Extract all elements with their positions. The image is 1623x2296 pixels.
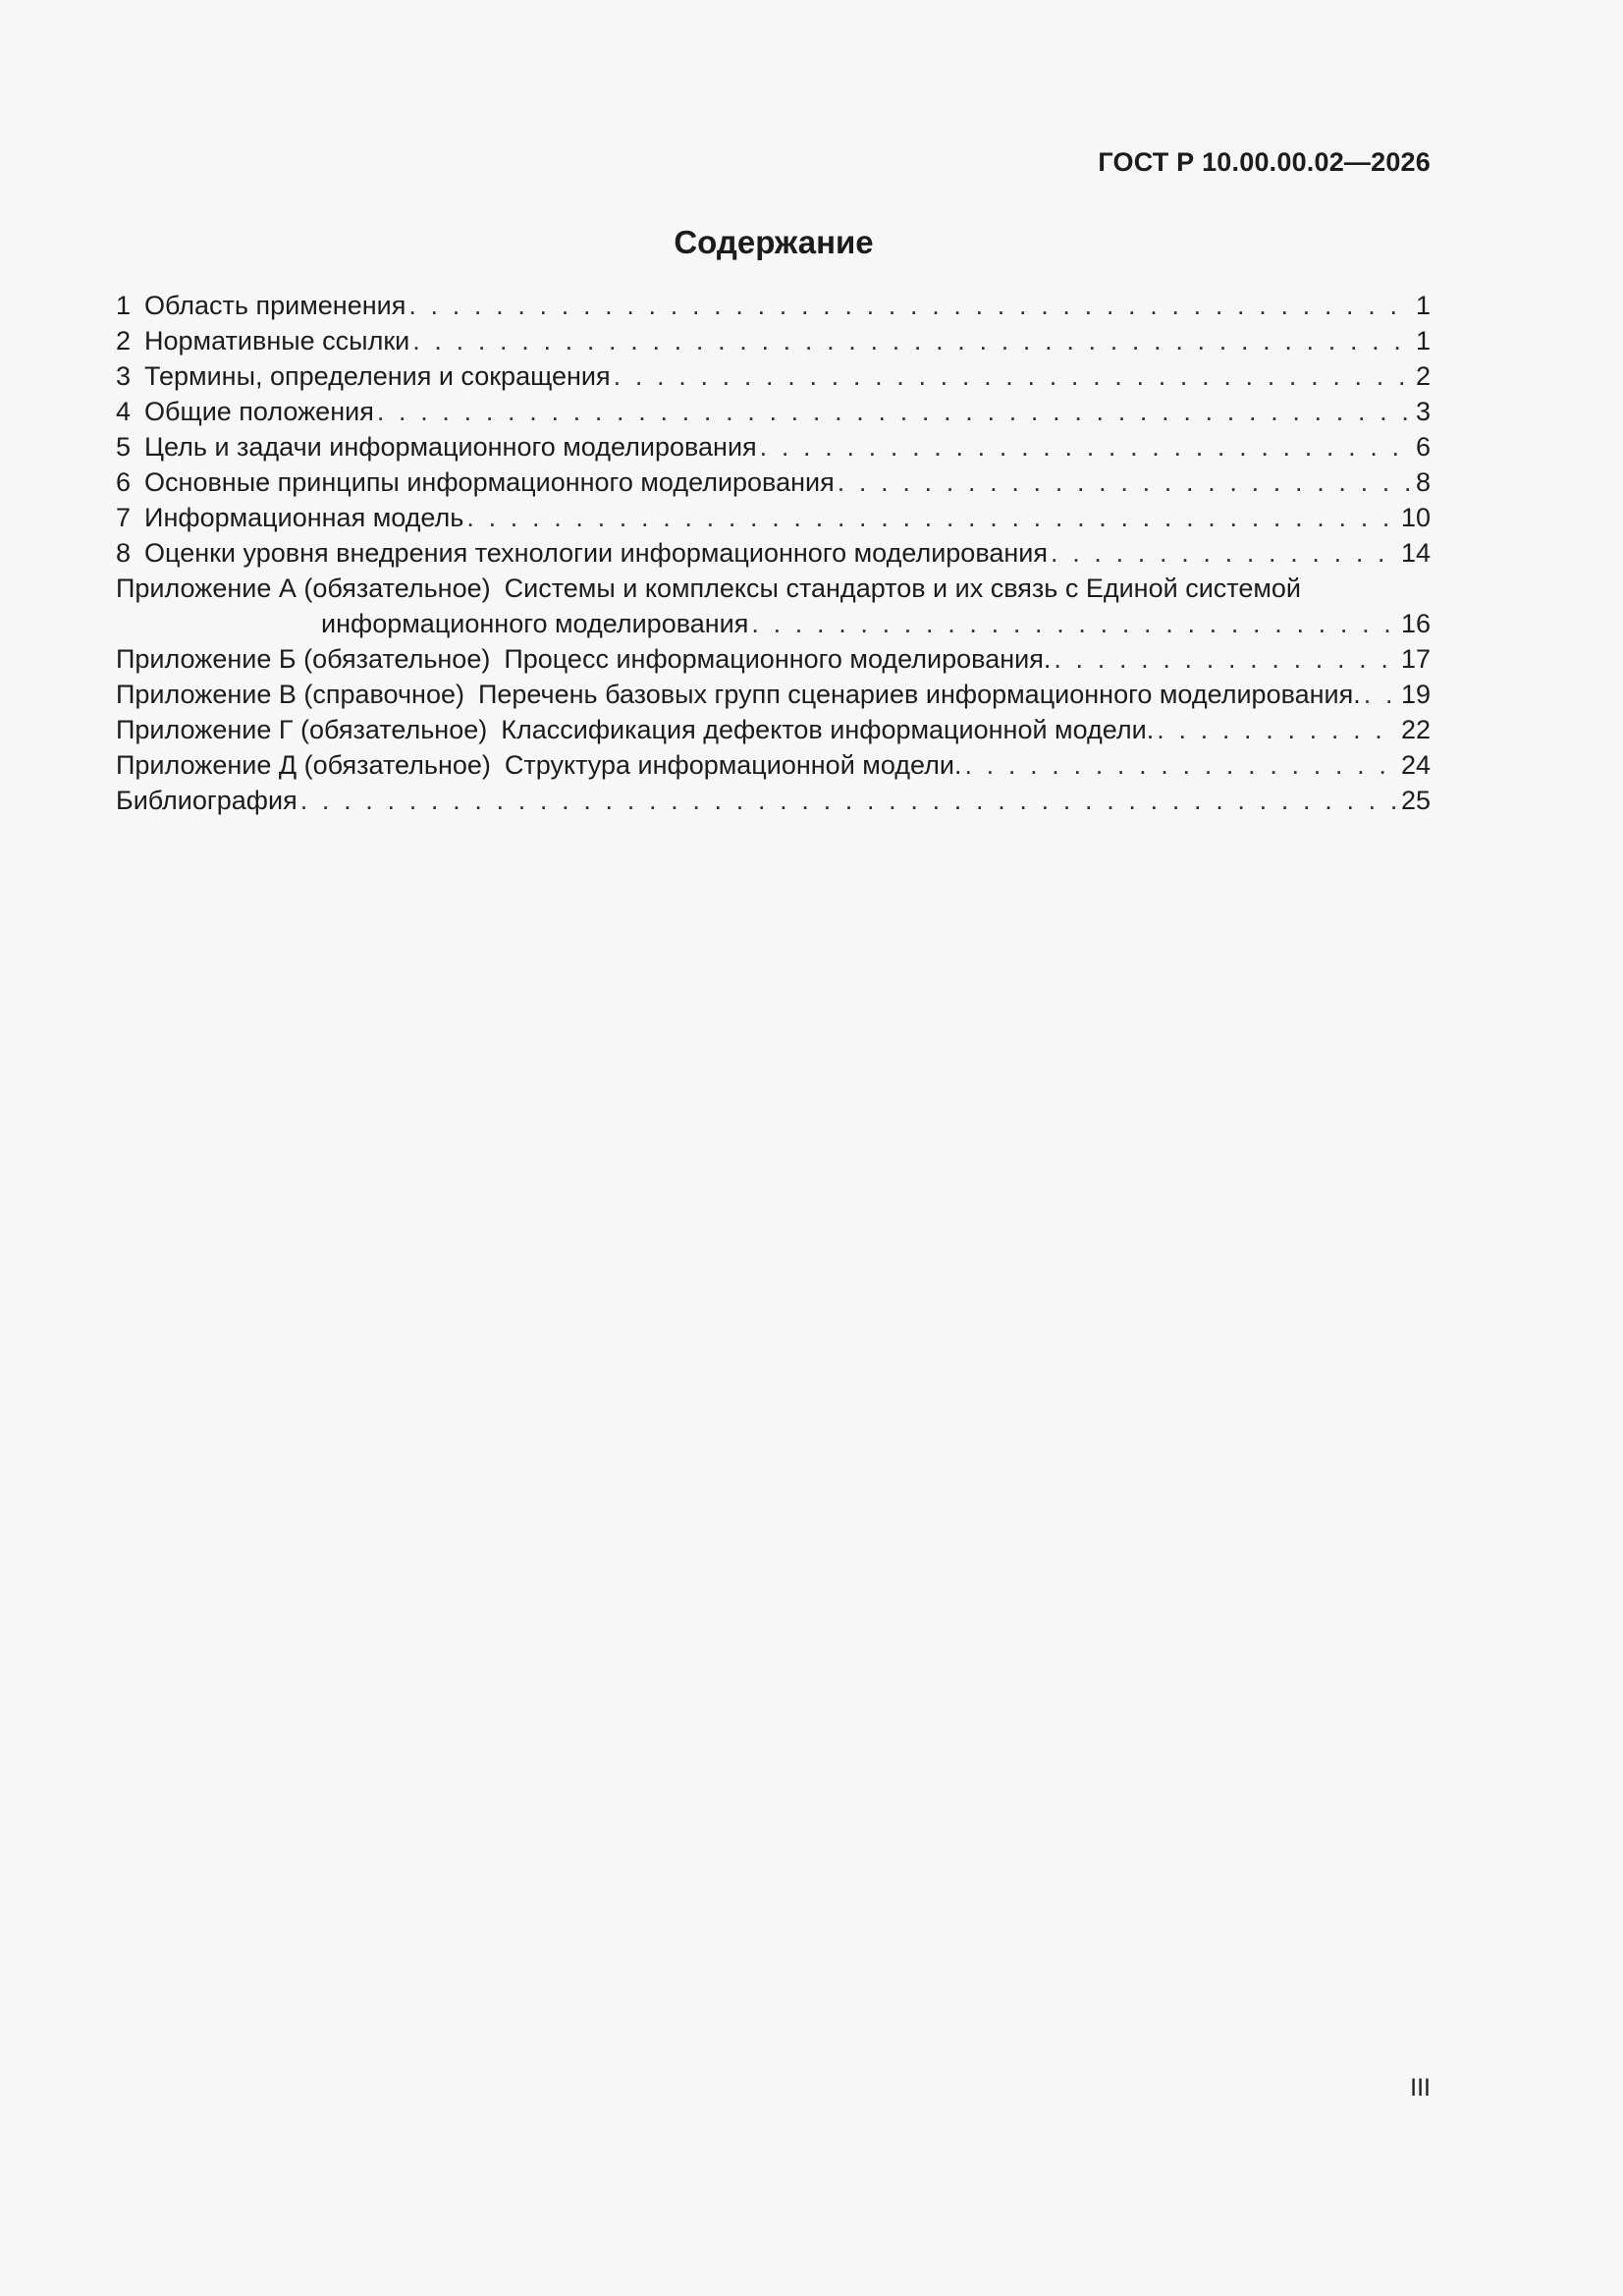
toc-entry-title: Системы и комплексы стандартов и их связь с Единой системой (504, 574, 1302, 603)
toc-entry-page: 25 (1400, 786, 1431, 815)
page-number: III (1410, 2074, 1431, 2102)
toc-entry-title: Область применения (144, 291, 406, 320)
toc-annex-label: Приложение В (справочное) (116, 680, 464, 709)
toc-entry-number: 4 (116, 397, 132, 426)
toc-entry-page: 3 (1415, 397, 1431, 426)
toc-entry-title: Перечень базовых групп сценариев информационного моделирования. (477, 680, 1361, 709)
dot-leader (377, 394, 1413, 429)
dot-leader (614, 358, 1413, 394)
toc-entry-title: Термины, определения и сокращения (144, 361, 611, 391)
document-code-header: ГОСТ Р 10.00.00.02—2026 (1098, 147, 1431, 177)
dot-leader (1051, 535, 1398, 571)
toc-entry-number: 6 (116, 467, 132, 497)
toc-entry-page: 6 (1415, 432, 1431, 462)
toc-entry-title: Основные принципы информационного моделирования (144, 467, 835, 497)
toc-entry-title: Классификация дефектов информационной модели. (501, 715, 1155, 744)
toc-entry-page: 24 (1400, 750, 1431, 780)
toc-entry-number: 2 (116, 326, 132, 355)
toc-entry-bibliography[interactable] (116, 783, 1431, 818)
toc-entry-section-2[interactable] (116, 323, 1431, 358)
toc-entry-title: Библиография (116, 786, 298, 815)
dot-leader (838, 465, 1413, 500)
dot-leader (300, 783, 1398, 818)
toc-entry-page: 16 (1400, 609, 1431, 638)
dot-leader (466, 500, 1398, 535)
toc-entry-title: Оценки уровня внедрения технологии информационного моделирования (144, 538, 1048, 568)
toc-entry-number: 1 (116, 291, 132, 320)
toc-entry-title: Структура информационной модели. (504, 750, 962, 780)
dot-leader (408, 288, 1413, 323)
toc-entry-number: 8 (116, 538, 132, 568)
toc-entry-page: 22 (1400, 715, 1431, 744)
toc-entry-section-7[interactable] (116, 500, 1431, 535)
toc-entry-annex-a-continuation[interactable] (116, 606, 1431, 641)
toc-entry-annex-d[interactable] (116, 747, 1431, 783)
toc-entry-section-1[interactable] (116, 288, 1431, 323)
toc-entry-title: Нормативные ссылки (144, 326, 410, 355)
toc-annex-label: Приложение Б (обязательное) (116, 644, 491, 674)
toc-entry-title: Общие положения (144, 397, 374, 426)
toc-entry-annex-a[interactable] (116, 571, 1431, 606)
toc-entry-title: информационного моделирования (321, 609, 749, 638)
dot-leader (1157, 712, 1398, 747)
toc-entry-section-8[interactable] (116, 535, 1431, 571)
table-of-contents (116, 288, 1431, 818)
toc-entry-number: 5 (116, 432, 132, 462)
toc-entry-number: 3 (116, 361, 132, 391)
toc-annex-label: Приложение Д (обязательное) (116, 750, 491, 780)
toc-entry-page: 19 (1400, 680, 1431, 709)
toc-entry-title: Цель и задачи информационного моделирования (144, 432, 757, 462)
toc-title: Содержание (674, 224, 874, 260)
toc-entry-section-6[interactable] (116, 465, 1431, 500)
toc-entry-title: Информационная модель (144, 503, 464, 532)
toc-entry-annex-g[interactable] (116, 712, 1431, 747)
dot-leader (412, 323, 1413, 358)
dot-leader (1054, 641, 1398, 677)
toc-entry-page: 1 (1415, 326, 1431, 355)
toc-entry-page: 14 (1400, 538, 1431, 568)
dot-leader (760, 429, 1413, 465)
dot-leader (751, 606, 1398, 641)
toc-annex-label: Приложение А (обязательное) (116, 574, 491, 603)
toc-entry-number: 7 (116, 503, 132, 532)
toc-entry-page: 1 (1415, 291, 1431, 320)
toc-entry-title: Процесс информационного моделирования. (504, 644, 1052, 674)
toc-annex-label: Приложение Г (обязательное) (116, 715, 488, 744)
toc-entry-section-4[interactable] (116, 394, 1431, 429)
toc-entry-page: 8 (1415, 467, 1431, 497)
dot-leader (1364, 677, 1398, 712)
toc-entry-annex-v[interactable] (116, 677, 1431, 712)
toc-entry-section-5[interactable] (116, 429, 1431, 465)
toc-entry-section-3[interactable] (116, 358, 1431, 394)
dot-leader (964, 747, 1397, 783)
toc-entry-page: 17 (1400, 644, 1431, 674)
toc-entry-annex-b[interactable] (116, 641, 1431, 677)
toc-entry-page: 2 (1415, 361, 1431, 391)
toc-entry-page: 10 (1400, 503, 1431, 532)
